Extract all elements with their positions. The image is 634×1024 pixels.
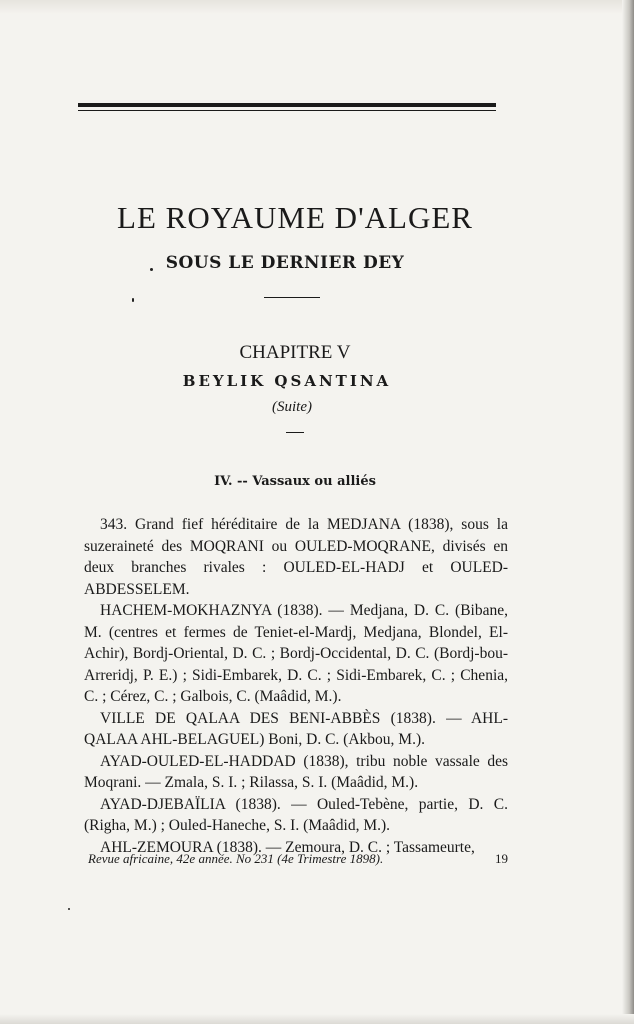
section-divider	[286, 432, 304, 433]
paragraph: AHL-ZEMOURA (1838). — Zemoura, D. C. ; Tassameurte,	[100, 838, 475, 856]
paragraph: HACHEM-MOKHAZNYA (1838). — Medjana, D. C. (Bibane, M. (centres et fermes de Teniet-el-Mardj, Medjana, Blondel, El-Achir), Bordj-Oriental, D. C. ; Bordj-Occidental, D. C. (Bordj-bou-Arreridj, P. E.) ; Sidi-Embarek, D. C. ; Sidi-Embarek, C. ; Chenia, C. ; Cérez, C. ; Galbois, C. (Maâdid, M.).	[84, 602, 508, 705]
journal-citation: Revue africaine, 42e année. No 231 (4e Trimestre 1898).	[88, 851, 384, 866]
ink-speck	[132, 298, 134, 302]
header-thick-rule	[78, 103, 496, 107]
page-footer	[88, 851, 508, 867]
header-thin-rule	[78, 110, 496, 111]
page-binding-edge	[622, 0, 634, 1024]
page-title: LE ROYAUME D'ALGER	[117, 200, 473, 235]
section-title: BEYLIK QSANTINA	[182, 372, 392, 390]
chapter-label: CHAPITRE V	[239, 342, 351, 363]
subsection-title: IV. -- Vassaux ou alliés	[214, 474, 376, 489]
page-subtitle: SOUS LE DERNIER DEY	[165, 253, 405, 273]
section-continuation: (Suite)	[272, 399, 312, 415]
paragraph: 343. Grand fief héréditaire de la MEDJANA (1838), sous la suzeraineté des MOQRANI ou OULED-MOQRANE, divisés en deux branches rivales : OULED-EL-HADJ et OULED-ABDESSELEM.	[84, 516, 508, 598]
page-top-edge	[0, 0, 634, 14]
ink-speck	[68, 908, 70, 910]
paragraph: AYAD-OULED-EL-HADDAD (1838), tribu noble vassale des Moqrani. — Zmala, S. I. ; Rilassa, S. I. (Maâdid, M.).	[84, 752, 508, 791]
paragraph: VILLE DE QALAA DES BENI-ABBÈS (1838). — AHL-QALAA AHL-BELAGUEL) Boni, D. C. (Akbou, M.).	[84, 709, 508, 748]
body-text	[84, 514, 508, 858]
paragraph: AYAD-DJEBAÏLIA (1838). — Ouled-Tebène, partie, D. C. (Righa, M.) ; Ouled-Haneche, S. I. (Maâdid, M.).	[84, 795, 508, 834]
page-number: 19	[495, 851, 508, 866]
ink-speck	[150, 268, 153, 271]
title-divider	[264, 297, 320, 298]
page-bottom-edge	[0, 1014, 634, 1024]
